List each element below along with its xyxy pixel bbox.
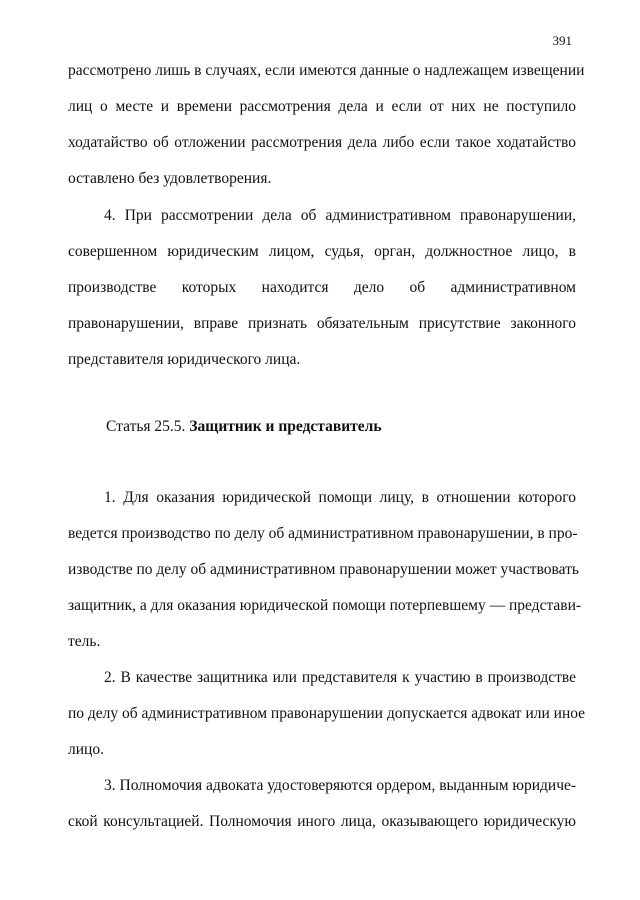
page-number: 391 [552, 33, 572, 48]
article-title: Защитник и представитель [189, 418, 382, 435]
text-line: 4. При рассмотрении дела об административном правонарушении, [104, 207, 576, 224]
text-line: совершенном юридическим лицом, судья, орган, должностное лицо, в [68, 243, 576, 260]
text-line: изводстве по делу об административном правонарушении может участвовать [68, 561, 579, 578]
text-line: по делу об административном правонарушении допускается адвокат или иное [68, 705, 586, 722]
text-line: защитник, а для оказания юридической помощи потерпевшему — представи- [68, 597, 582, 614]
article-number: Статья 25.5. [106, 418, 190, 435]
text-line: 2. В качестве защитника или представителя к участию в производстве [104, 669, 576, 686]
paragraph-continuation [68, 53, 585, 197]
text-line: рассмотрено лишь в случаях, если имеются данные о надлежащем извещении [68, 62, 585, 79]
paragraph-1 [68, 480, 582, 660]
article-heading [106, 414, 382, 440]
text-line: 1. Для оказания юридической помощи лицу, в отношении которого [104, 489, 576, 506]
text-line: 3. Полномочия адвоката удостоверяются ордером, выданным юридиче- [104, 777, 577, 794]
text-line: тель. [68, 633, 101, 650]
text-line: правонарушении, вправе признать обязательным присутствие законного [68, 315, 576, 332]
text-line: ведется производство по делу об административном правонарушении, в про- [68, 525, 578, 542]
paragraph-2 [68, 660, 586, 768]
paragraph-3 [68, 768, 576, 840]
text-line: ходатайство об отложении рассмотрения дела либо если такое ходатайство [68, 134, 576, 151]
text-line: лицо. [68, 741, 104, 758]
text-line: ской консультацией. Полномочия иного лица, оказывающего юридическую [68, 813, 576, 830]
paragraph-4 [68, 198, 576, 378]
text-line: представителя юридического лица. [68, 351, 301, 368]
text-line: производстве которых находится дело об административном [68, 279, 576, 296]
text-line: оставлено без удовлетворения. [68, 170, 272, 187]
text-line: лиц о месте и времени рассмотрения дела и если от них не поступило [68, 98, 576, 115]
